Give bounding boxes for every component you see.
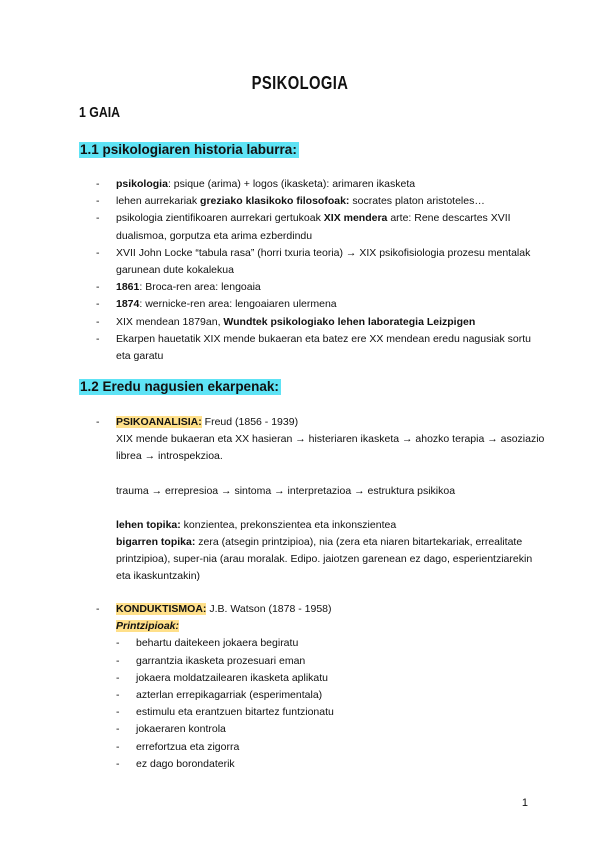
topika-2: bigarren topika: zera (atsegin printzipioa), nia (zera eta niaren bitartekariak, errealitate printzipioa), super-nia (arau moralak. Edipo. jaiotzen garenean ez dago, esperientziarekin eta ikaskuntzakin) bbox=[116, 536, 533, 583]
list-item: - jokaera moldatzailearen ikasketa aplikatu bbox=[116, 671, 329, 684]
principles-list bbox=[96, 635, 546, 773]
section-2-heading: 1.2 Eredu nagusien ekarpenak: bbox=[80, 379, 279, 394]
psikoanalisia-label: PSIKOANALISIA: bbox=[116, 416, 202, 428]
list-item: - estimulu eta erantzuen bitartez funtzionatu bbox=[116, 706, 334, 719]
list-item: - XIX mendean 1879an, Wundtek psikologiako lehen laborategia Leizpigen bbox=[96, 315, 476, 328]
chapter-heading: 1 GAIA bbox=[79, 104, 121, 121]
list-item: - ez dago borondaterik bbox=[116, 757, 235, 770]
list-item: - psikologia zientifikoaren aurrekari gertukoak XIX mendera arte: Rene descartes XVII dualismoa, gorputza eta arima ezberdindu bbox=[96, 212, 511, 242]
list-item: - errefortzua eta zigorra bbox=[116, 740, 240, 753]
history-list bbox=[96, 176, 536, 365]
psikoanalisia-chain: trauma → errepresioa → sintoma → interpretazioa → estruktura psikikoa bbox=[116, 484, 456, 497]
list-item: - lehen aurrekariak greziako klasikoko filosofoak: socrates platon aristoteles… bbox=[96, 195, 485, 208]
document-title: PSIKOLOGIA bbox=[251, 73, 349, 93]
psikoanalisia-block: - PSIKOANALISIA: Freud (1856 - 1939) XIX mende bukaeran eta XX hasieran → histeriaren ikasketa → ahozko terapia → asoziazio librea → introspekzioa. trauma → errepresioa → sintoma → interpretazioa → estruktura psikikoa lehen topika: konzientea, prekonszientea eta inkonszientea bigarren topika: zera (atsegin printzipioa), nia (zera eta niaren bitartekariak, errealitate printzipioa), super-nia (arau moralak. Edipo. jaiotzen garenean ez dago, esperientziarekin eta ikaskuntzakin) bbox=[96, 414, 546, 586]
list-item: - azterlan errepikagarriak (esperimentala) bbox=[116, 689, 323, 702]
list-item: - XVII John Locke “tabula rasa” (horri txuria teoria) → XIX psikofisiologia prozesu mentalak garunean dute kokalekua bbox=[96, 246, 531, 277]
section-1-heading: 1.1 psikologiaren historia laburra: bbox=[80, 142, 297, 157]
psikoanalisia-line: XIX mende bukaeran eta XX hasieran → histeriaren ikasketa → ahozko terapia → asoziazio librea → introspekzioa. bbox=[116, 433, 545, 463]
list-item: - jokaeraren kontrola bbox=[116, 723, 226, 736]
topika-1: lehen topika: konzientea, prekonszientea eta inkonszientea bbox=[116, 518, 397, 531]
page-number: 1 bbox=[521, 797, 528, 809]
list-item: - Ekarpen hauetatik XIX mende bukaeran eta batez ere XX mendean eredu nagusiak sortu eta garatu bbox=[96, 332, 532, 363]
printzipioak-label: Printzipioak: bbox=[116, 620, 180, 633]
list-item: - garrantzia ikasketa prozesuari eman bbox=[116, 654, 306, 667]
list-item: - behartu daitekeen jokaera begiratu bbox=[116, 637, 299, 650]
konduktismoa-label: KONDUKTISMOA: bbox=[116, 603, 207, 615]
list-item: - psikologia: psique (arima) + logos (ikasketa): arimaren ikasketa bbox=[96, 178, 416, 190]
list-item: - 1861: Broca-ren area: lengoaia bbox=[96, 281, 261, 294]
konduktismoa-block: - KONDUKTISMOA: J.B. Watson (1878 - 1958) Printzipioak: - behartu daitekeen jokaera begiratu - garrantzia ikasketa prozesuari eman - jokaera moldatzailearen ikasketa aplikatu - azterlan errepikagarriak (esperimentala) - estimulu eta erantzuen bitartez funtzionatu - jokaeraren kontrola - errefortzua eta zigorra - ez dago borondaterik bbox=[96, 601, 546, 773]
list-item: - 1874: wernicke-ren area: lengoaiaren ulermena bbox=[96, 298, 337, 311]
